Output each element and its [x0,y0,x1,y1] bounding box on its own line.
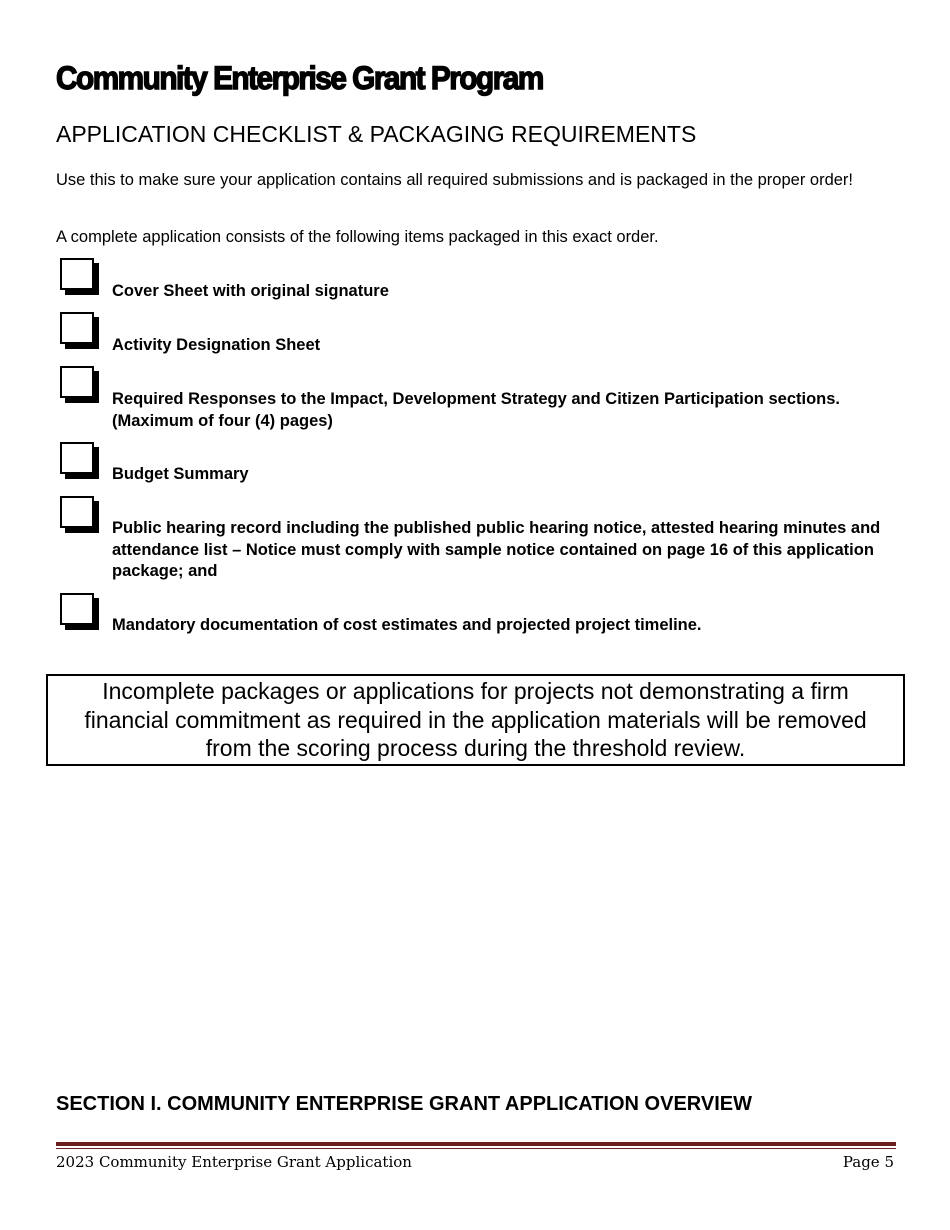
notice-box [46,674,905,766]
footer-document-name: 2023 Community Enterprise Grant Application [56,1153,412,1171]
page-subtitle: APPLICATION CHECKLIST & PACKAGING REQUIREMENTS [56,121,697,147]
checklist-item-activity-designation: Activity Designation Sheet [112,336,321,354]
checkbox-icon [60,593,94,625]
footer-page-number: Page 5 [842,1153,894,1171]
checklist-item-cost-estimates: Mandatory documentation of cost estimates and projected project timeline. [112,616,702,634]
checklist-item-public-hearing: Public hearing record including the published public hearing notice, attested hearing minutes and attendance list – Notice must comply with sample notice contained on page 16 of this application package; and [112,519,881,580]
notice-text: Incomplete packages or applications for projects not demonstrating a firm financial commitment as required in the application materials will be removed from the scoring process during the threshold review. [84,678,867,762]
checklist-item-budget-summary: Budget Summary [112,465,249,483]
checkbox-cover-sheet[interactable] [60,258,94,290]
page-title: Community Enterprise Grant Program [56,60,543,96]
checklist-item-required-responses: Required Responses to the Impact, Development Strategy and Citizen Participation sections. (Maximum of four (4) pages) [112,390,840,430]
checkbox-icon [60,366,94,398]
checkbox-budget-summary[interactable] [60,442,94,474]
intro-paragraph: Use this to make sure your application contains all required submissions and is packaged in the proper order! [56,171,854,189]
footer-divider-thin [56,1148,896,1149]
checkbox-icon [60,496,94,528]
checkbox-icon [60,258,94,290]
checkbox-required-responses[interactable] [60,366,94,398]
order-instruction: A complete application consists of the following items packaged in this exact order. [56,228,659,246]
checkbox-activity-designation[interactable] [60,312,94,344]
checkbox-icon [60,442,94,474]
footer-divider [56,1142,896,1146]
checkbox-cost-estimates[interactable] [60,593,94,625]
checklist-item-cover-sheet: Cover Sheet with original signature [112,282,389,300]
section-heading: SECTION I. COMMUNITY ENTERPRISE GRANT APPLICATION OVERVIEW [56,1093,752,1115]
checkbox-icon [60,312,94,344]
checkbox-public-hearing[interactable] [60,496,94,528]
